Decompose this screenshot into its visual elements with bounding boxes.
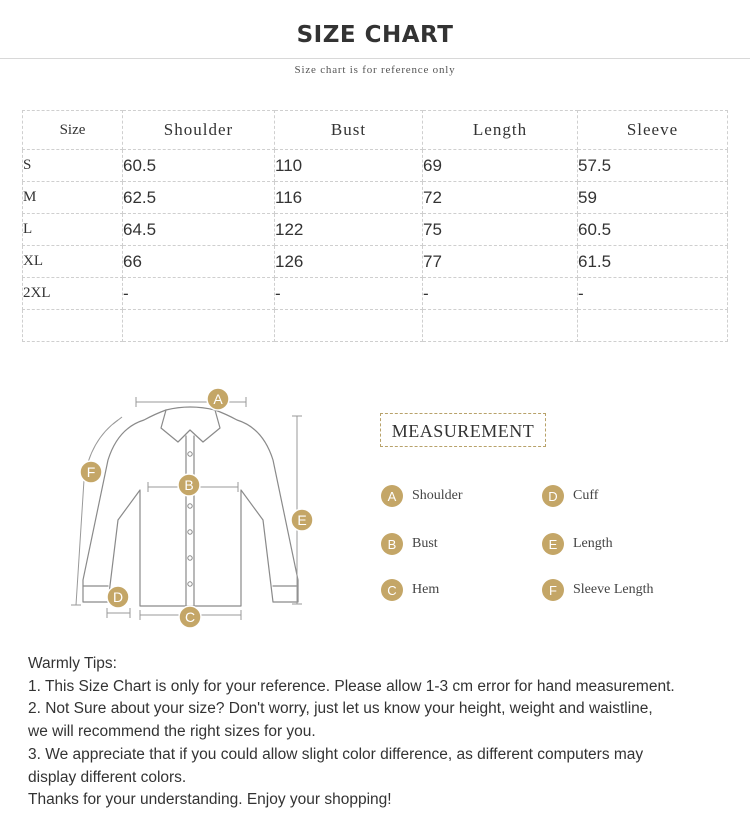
shoulder-cell: - [123, 278, 275, 310]
tips-line: 2. Not Sure about your size? Don't worry, just let us know your height, weight and waistline, [28, 700, 653, 718]
column-header-sleeve: Sleeve [578, 111, 728, 150]
legend-label: Cuff [573, 488, 599, 503]
badge-e-icon: E [542, 533, 564, 555]
measurement-heading: MEASUREMENT [380, 413, 546, 447]
sleeve-cell: 57.5 [578, 150, 728, 182]
badge-d-icon: D [542, 485, 564, 507]
page-subtitle: Size chart is for reference only [294, 64, 456, 76]
length-cell: 69 [423, 150, 578, 182]
legend-item-shoulder [381, 484, 463, 508]
length-cell: 77 [423, 246, 578, 278]
length-cell [423, 310, 578, 342]
bust-cell: 110 [275, 150, 423, 182]
size-cell [23, 310, 123, 342]
size-cell: L [23, 214, 123, 246]
legend-item-cuff [542, 484, 598, 508]
sleeve-cell: 61.5 [578, 246, 728, 278]
legend-label: Shoulder [412, 488, 463, 503]
column-header-size: Size [23, 111, 123, 150]
table-row [23, 310, 728, 342]
tips-line: Thanks for your understanding. Enjoy your shopping! [28, 791, 392, 809]
tips-line: 1. This Size Chart is only for your reference. Please allow 1-3 cm error for hand measurement. [28, 677, 675, 695]
column-header-shoulder: Shoulder [123, 111, 275, 150]
shoulder-cell: 64.5 [123, 214, 275, 246]
tips-line: display different colors. [28, 768, 187, 786]
marker-e-letter: E [297, 512, 307, 528]
bust-cell: 116 [275, 182, 423, 214]
bust-cell: 126 [275, 246, 423, 278]
legend-item-length [542, 532, 613, 556]
legend-label: Bust [412, 536, 438, 551]
shoulder-cell [123, 310, 275, 342]
legend-label: Sleeve Length [573, 582, 654, 597]
legend-item-bust [381, 532, 438, 556]
tips-line: 3. We appreciate that if you could allow slight color difference, as different computers may [28, 745, 644, 763]
sleeve-cell: - [578, 278, 728, 310]
shoulder-cell: 66 [123, 246, 275, 278]
shoulder-cell: 60.5 [123, 150, 275, 182]
sleeve-cell: 60.5 [578, 214, 728, 246]
marker-a-letter: A [213, 391, 223, 407]
table-row [23, 214, 728, 246]
size-cell: 2XL [23, 278, 123, 310]
size-cell: XL [23, 246, 123, 278]
tips-heading: Warmly Tips: [28, 655, 117, 672]
table-row [23, 246, 728, 278]
marker-c-letter: C [184, 609, 196, 625]
bust-cell: - [275, 278, 423, 310]
bust-cell: 122 [275, 214, 423, 246]
size-table [22, 110, 728, 342]
sleeve-cell [578, 310, 728, 342]
legend-item-hem [381, 578, 439, 602]
legend-item-sleeve-length [542, 578, 653, 602]
marker-b-letter: B [184, 477, 194, 493]
table-row [23, 150, 728, 182]
legend-label: Hem [412, 582, 440, 597]
marker-f-letter: F [86, 464, 96, 480]
size-cell: M [23, 182, 123, 214]
shirt-collar [161, 407, 220, 442]
column-header-length: Length [423, 111, 578, 150]
title-divider [0, 58, 750, 59]
badge-f-icon: F [542, 579, 564, 601]
badge-a-icon: A [381, 485, 403, 507]
page-title: SIZE CHART [296, 22, 454, 48]
marker-d-letter: D [112, 589, 124, 605]
legend-label: Length [573, 536, 613, 551]
length-cell: 75 [423, 214, 578, 246]
badge-c-icon: C [381, 579, 403, 601]
size-cell: S [23, 150, 123, 182]
table-row [23, 278, 728, 310]
tips-section [28, 653, 743, 812]
length-cell: 72 [423, 182, 578, 214]
shirt-diagram [60, 380, 360, 640]
badge-b-icon: B [381, 533, 403, 555]
sleeve-cell: 59 [578, 182, 728, 214]
table-row [23, 182, 728, 214]
length-cell: - [423, 278, 578, 310]
column-header-bust: Bust [275, 111, 423, 150]
table-header-row [23, 111, 728, 150]
bust-cell [275, 310, 423, 342]
shoulder-cell: 62.5 [123, 182, 275, 214]
tips-line: we will recommend the right sizes for you. [28, 723, 316, 741]
